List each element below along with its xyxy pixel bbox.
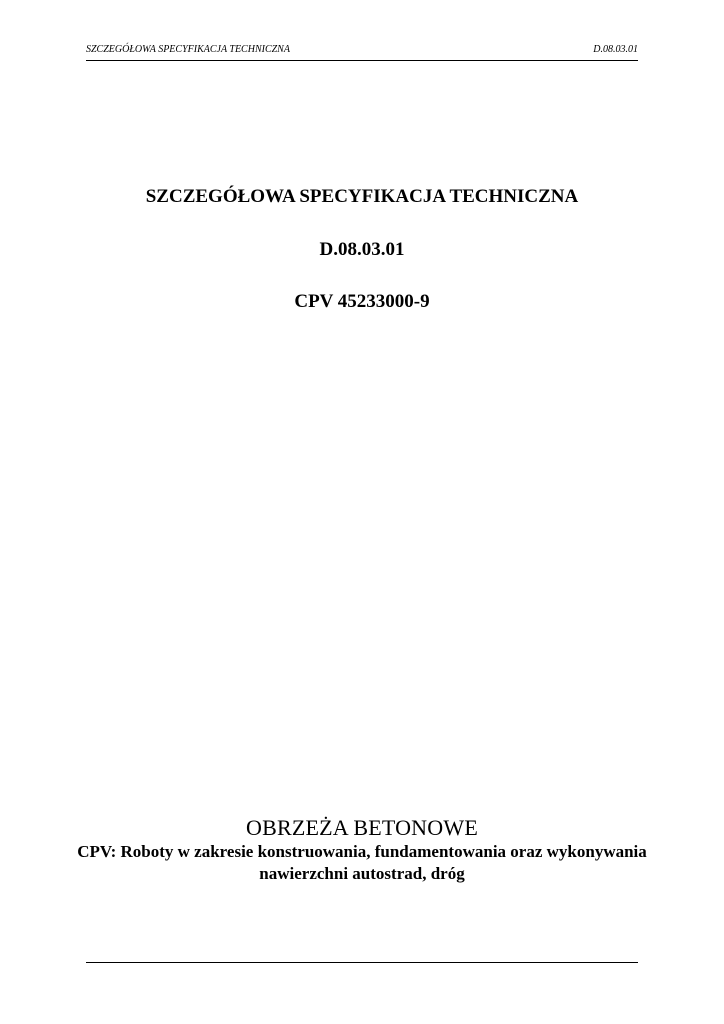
subject-title: OBRZEŻA BETONOWE	[246, 815, 478, 840]
page-header	[86, 44, 638, 61]
document-title: SZCZEGÓŁOWA SPECYFIKACJA TECHNICZNA	[145, 186, 579, 207]
document-code: D.08.03.01	[319, 239, 405, 260]
header-document-title: SZCZEGÓŁOWA SPECYFIKACJA TECHNICZNA	[86, 44, 290, 55]
subject-block	[0, 815, 724, 885]
subject-description: CPV: Roboty w zakresie konstruowania, fundamentowania oraz wykonywania nawierzchni autostrad, dróg	[77, 842, 647, 883]
footer-divider	[86, 962, 638, 963]
header-document-code: D.08.03.01	[593, 44, 638, 55]
cpv-code: CPV 45233000-9	[294, 291, 430, 312]
